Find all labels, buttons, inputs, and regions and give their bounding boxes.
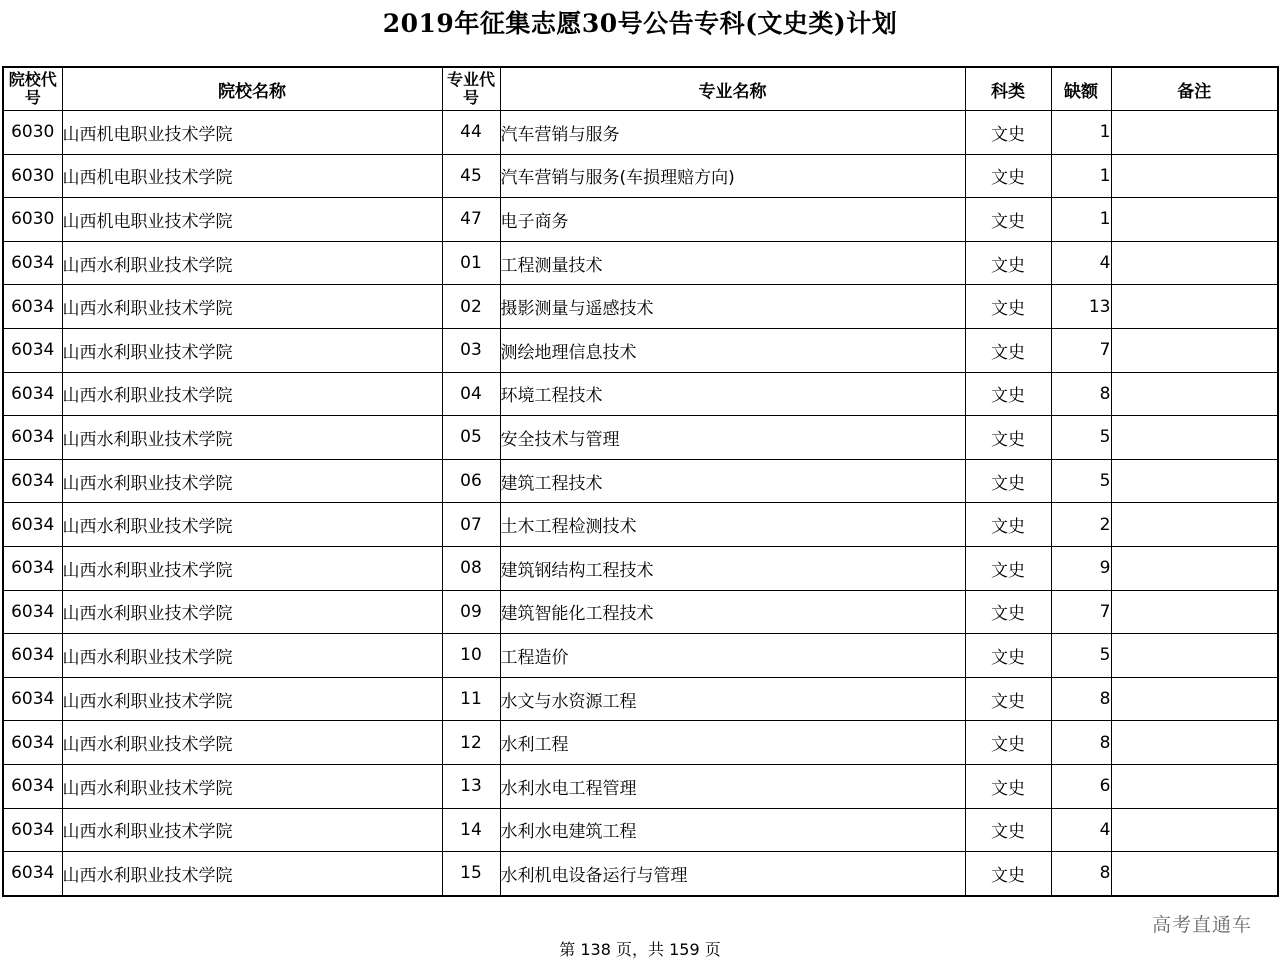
cell-school-code: 6034 (3, 503, 62, 547)
cell-quota: 8 (1051, 721, 1111, 765)
enrollment-plan-table (2, 66, 1279, 897)
header-note: 备注 (1111, 67, 1278, 111)
cell-school-name: 山西水利职业技术学院 (62, 721, 442, 765)
cell-major-name: 水利机电设备运行与管理 (500, 852, 965, 896)
cell-major-name: 汽车营销与服务 (500, 111, 965, 155)
cell-note (1111, 677, 1278, 721)
cell-category: 文史 (965, 852, 1051, 896)
cell-school-code: 6030 (3, 154, 62, 198)
table-row (3, 546, 1278, 590)
cell-quota: 8 (1051, 852, 1111, 896)
cell-category: 文史 (965, 111, 1051, 155)
page-title: 2019年征集志愿30号公告专科(文史类)计划 (382, 9, 898, 38)
cell-school-code: 6034 (3, 372, 62, 416)
cell-major-code: 03 (442, 328, 500, 372)
cell-major-code: 06 (442, 459, 500, 503)
cell-school-name: 山西机电职业技术学院 (62, 198, 442, 242)
cell-quota: 8 (1051, 372, 1111, 416)
cell-category: 文史 (965, 721, 1051, 765)
cell-note (1111, 154, 1278, 198)
cell-major-code: 11 (442, 677, 500, 721)
cell-category: 文史 (965, 634, 1051, 678)
cell-major-code: 14 (442, 808, 500, 852)
cell-category: 文史 (965, 590, 1051, 634)
cell-quota: 1 (1051, 154, 1111, 198)
cell-major-code: 04 (442, 372, 500, 416)
cell-note (1111, 503, 1278, 547)
cell-school-name: 山西水利职业技术学院 (62, 677, 442, 721)
cell-quota: 7 (1051, 328, 1111, 372)
cell-quota: 1 (1051, 198, 1111, 242)
cell-note (1111, 634, 1278, 678)
cell-major-name: 水利水电工程管理 (500, 764, 965, 808)
cell-school-code: 6034 (3, 546, 62, 590)
cell-category: 文史 (965, 677, 1051, 721)
header-major-code: 专业代号 (442, 67, 500, 111)
cell-quota: 2 (1051, 503, 1111, 547)
cell-school-code: 6034 (3, 808, 62, 852)
cell-category: 文史 (965, 546, 1051, 590)
cell-quota: 1 (1051, 111, 1111, 155)
cell-school-code: 6034 (3, 852, 62, 896)
cell-major-code: 07 (442, 503, 500, 547)
cell-major-name: 安全技术与管理 (500, 416, 965, 460)
cell-major-name: 工程测量技术 (500, 241, 965, 285)
cell-school-name: 山西水利职业技术学院 (62, 852, 442, 896)
cell-school-code: 6034 (3, 677, 62, 721)
cell-major-name: 建筑钢结构工程技术 (500, 546, 965, 590)
cell-category: 文史 (965, 372, 1051, 416)
cell-school-code: 6034 (3, 590, 62, 634)
header-quota: 缺额 (1051, 67, 1111, 111)
header-major-name: 专业名称 (500, 67, 965, 111)
table-row (3, 677, 1278, 721)
page-footer: 第 138 页，共 159 页 (559, 940, 721, 959)
cell-major-code: 10 (442, 634, 500, 678)
table-row (3, 416, 1278, 460)
cell-major-name: 土木工程检测技术 (500, 503, 965, 547)
cell-major-name: 建筑工程技术 (500, 459, 965, 503)
cell-note (1111, 808, 1278, 852)
cell-major-name: 建筑智能化工程技术 (500, 590, 965, 634)
cell-quota: 8 (1051, 677, 1111, 721)
cell-school-code: 6034 (3, 285, 62, 329)
cell-note (1111, 111, 1278, 155)
cell-category: 文史 (965, 764, 1051, 808)
cell-major-code: 05 (442, 416, 500, 460)
cell-school-name: 山西水利职业技术学院 (62, 241, 442, 285)
cell-school-name: 山西水利职业技术学院 (62, 634, 442, 678)
cell-major-code: 45 (442, 154, 500, 198)
cell-note (1111, 590, 1278, 634)
table-row (3, 590, 1278, 634)
cell-major-name: 摄影测量与遥感技术 (500, 285, 965, 329)
cell-note (1111, 198, 1278, 242)
cell-school-name: 山西水利职业技术学院 (62, 503, 442, 547)
cell-major-name: 电子商务 (500, 198, 965, 242)
cell-category: 文史 (965, 808, 1051, 852)
cell-note (1111, 546, 1278, 590)
cell-quota: 13 (1051, 285, 1111, 329)
cell-quota: 4 (1051, 241, 1111, 285)
cell-school-name: 山西水利职业技术学院 (62, 590, 442, 634)
table-row (3, 459, 1278, 503)
cell-major-code: 13 (442, 764, 500, 808)
cell-note (1111, 852, 1278, 896)
table-row (3, 503, 1278, 547)
cell-school-name: 山西水利职业技术学院 (62, 459, 442, 503)
table-row (3, 241, 1278, 285)
cell-school-code: 6034 (3, 459, 62, 503)
cell-school-name: 山西水利职业技术学院 (62, 546, 442, 590)
cell-school-name: 山西机电职业技术学院 (62, 111, 442, 155)
table-header-row (3, 67, 1278, 111)
cell-school-name: 山西水利职业技术学院 (62, 372, 442, 416)
cell-school-code: 6034 (3, 764, 62, 808)
watermark-text: 高考直通车 (1151, 914, 1252, 936)
table-row (3, 852, 1278, 896)
cell-major-name: 汽车营销与服务(车损理赔方向) (500, 154, 965, 198)
table-body (3, 111, 1278, 896)
cell-major-name: 环境工程技术 (500, 372, 965, 416)
table-row (3, 111, 1278, 155)
cell-note (1111, 721, 1278, 765)
table-row (3, 764, 1278, 808)
cell-major-name: 水利水电建筑工程 (500, 808, 965, 852)
cell-quota: 5 (1051, 459, 1111, 503)
cell-quota: 5 (1051, 634, 1111, 678)
table-row (3, 372, 1278, 416)
cell-category: 文史 (965, 198, 1051, 242)
cell-major-name: 水文与水资源工程 (500, 677, 965, 721)
cell-school-name: 山西水利职业技术学院 (62, 416, 442, 460)
table-row (3, 198, 1278, 242)
cell-school-name: 山西水利职业技术学院 (62, 328, 442, 372)
cell-category: 文史 (965, 285, 1051, 329)
cell-major-code: 09 (442, 590, 500, 634)
table-row (3, 328, 1278, 372)
table-row (3, 285, 1278, 329)
table-row (3, 154, 1278, 198)
header-category: 科类 (965, 67, 1051, 111)
cell-quota: 5 (1051, 416, 1111, 460)
header-school-name: 院校名称 (62, 67, 442, 111)
cell-school-name: 山西水利职业技术学院 (62, 764, 442, 808)
cell-note (1111, 328, 1278, 372)
cell-major-code: 01 (442, 241, 500, 285)
cell-note (1111, 459, 1278, 503)
cell-note (1111, 416, 1278, 460)
table-row (3, 634, 1278, 678)
cell-category: 文史 (965, 241, 1051, 285)
cell-note (1111, 241, 1278, 285)
cell-note (1111, 764, 1278, 808)
cell-school-code: 6030 (3, 198, 62, 242)
cell-school-code: 6034 (3, 634, 62, 678)
cell-quota: 4 (1051, 808, 1111, 852)
cell-school-code: 6034 (3, 721, 62, 765)
header-school-code: 院校代号 (3, 67, 62, 111)
cell-school-code: 6034 (3, 241, 62, 285)
cell-school-code: 6030 (3, 111, 62, 155)
cell-school-code: 6034 (3, 328, 62, 372)
cell-major-code: 08 (442, 546, 500, 590)
table-row (3, 808, 1278, 852)
cell-major-code: 47 (442, 198, 500, 242)
cell-school-name: 山西机电职业技术学院 (62, 154, 442, 198)
cell-school-name: 山西水利职业技术学院 (62, 285, 442, 329)
cell-school-name: 山西水利职业技术学院 (62, 808, 442, 852)
table-row (3, 721, 1278, 765)
cell-category: 文史 (965, 328, 1051, 372)
cell-category: 文史 (965, 459, 1051, 503)
cell-major-name: 水利工程 (500, 721, 965, 765)
cell-major-name: 工程造价 (500, 634, 965, 678)
cell-note (1111, 372, 1278, 416)
cell-category: 文史 (965, 503, 1051, 547)
cell-category: 文史 (965, 154, 1051, 198)
cell-note (1111, 285, 1278, 329)
cell-category: 文史 (965, 416, 1051, 460)
cell-school-code: 6034 (3, 416, 62, 460)
cell-major-code: 02 (442, 285, 500, 329)
cell-major-code: 15 (442, 852, 500, 896)
cell-major-code: 12 (442, 721, 500, 765)
cell-major-code: 44 (442, 111, 500, 155)
cell-quota: 9 (1051, 546, 1111, 590)
cell-major-name: 测绘地理信息技术 (500, 328, 965, 372)
cell-quota: 7 (1051, 590, 1111, 634)
cell-quota: 6 (1051, 764, 1111, 808)
